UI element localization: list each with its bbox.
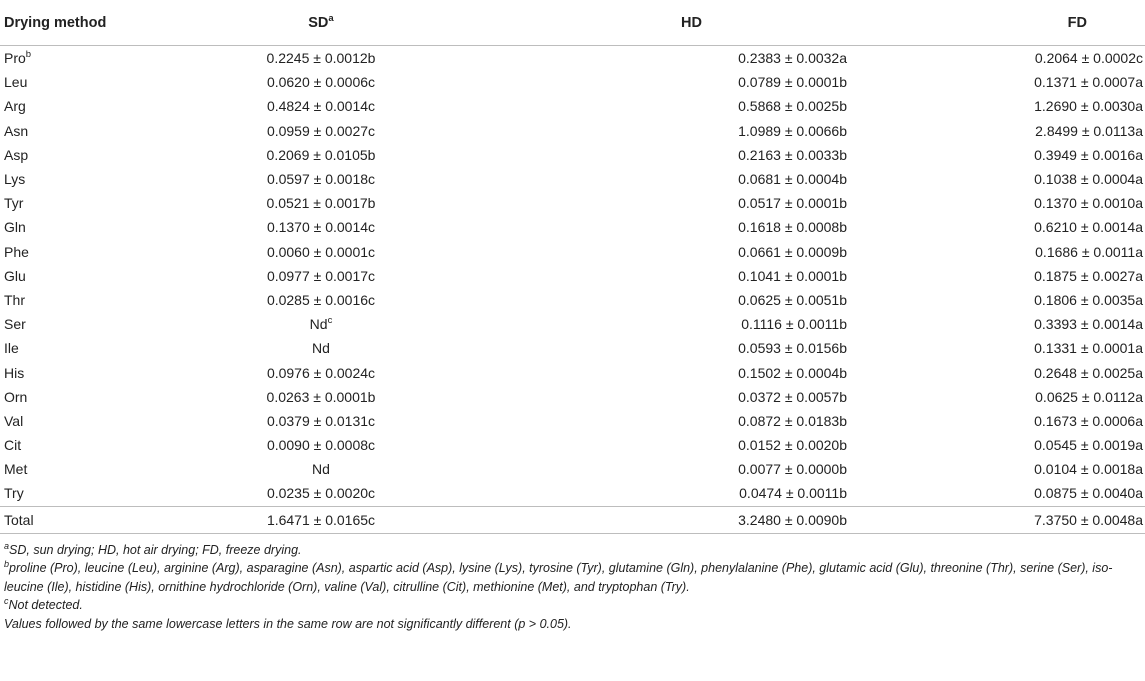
table-row	[0, 240, 1145, 264]
amino-acid-label: Orn	[4, 388, 28, 405]
fd-value: 0.0875 ± 0.0040a	[1034, 485, 1143, 502]
sd-value-text: 0.0977 ± 0.0017c	[266, 267, 376, 284]
sd-value	[170, 336, 420, 360]
total-sd: 1.6471 ± 0.0165c	[170, 506, 420, 533]
header-sd-footnote-mark: a	[328, 12, 334, 24]
amino-acid-label: Val	[4, 412, 24, 429]
sd-value	[170, 167, 420, 191]
amino-acid-label: Thr	[4, 291, 25, 308]
table-row	[0, 264, 1145, 288]
footnote-mark: b	[25, 49, 32, 61]
amino-acid-name	[0, 143, 170, 167]
amino-acid-label: Gln	[4, 219, 26, 236]
sd-value-text: Nd	[312, 461, 330, 478]
fd-value: 0.6210 ± 0.0014a	[1034, 219, 1143, 236]
fd-value: 0.2648 ± 0.0025a	[1034, 364, 1143, 381]
fd-value: 0.0625 ± 0.0112a	[1035, 388, 1143, 405]
amino-acid-label: His	[4, 364, 25, 381]
hd-value: 0.0077 ± 0.0000b	[738, 461, 847, 478]
hd-value: 0.1116 ± 0.0011b	[741, 316, 847, 333]
table-row	[0, 433, 1145, 457]
amino-acid-label: Pro	[4, 50, 26, 67]
hd-value: 0.0517 ± 0.0001b	[738, 195, 847, 212]
amino-acid-name	[0, 433, 170, 457]
fd-value: 1.2690 ± 0.0030a	[1034, 98, 1143, 115]
sd-value	[170, 457, 420, 481]
sd-value	[170, 119, 420, 143]
footnote	[4, 615, 1142, 634]
sd-value-text: 0.0521 ± 0.0017b	[266, 195, 376, 212]
hd-value: 1.0989 ± 0.0066b	[738, 122, 847, 139]
sd-value	[170, 385, 420, 409]
sd-value	[170, 481, 420, 506]
amino-acid-label: Lys	[4, 171, 26, 188]
sd-value-text: 0.2069 ± 0.0105b	[266, 146, 376, 163]
footnote-mark: c	[4, 596, 9, 607]
amino-acid-name	[0, 336, 170, 360]
amino-acid-name	[0, 46, 170, 71]
amino-acid-label: Arg	[4, 98, 26, 115]
amino-acid-name	[0, 94, 170, 118]
total-row	[0, 506, 1145, 533]
hd-value: 0.0661 ± 0.0009b	[738, 243, 847, 260]
sd-value-text: 0.0379 ± 0.0131c	[266, 412, 376, 429]
amino-acid-label: Phe	[4, 243, 29, 260]
sd-value	[170, 288, 420, 312]
amino-acid-name	[0, 167, 170, 191]
sd-value-text: 0.4824 ± 0.0014c	[266, 98, 376, 115]
footnote-text: proline (Pro), leucine (Leu), arginine (Arg), asparagine (Asn), aspartic acid (Asp), lysine (Lys), tyrosine (Tyr), glutamine (Gln), phenylalanine (Phe), glutamic acid (Glu), threonine (Thr), serine (Ser), iso-leucine (Ile), histidine (His), ornithine hydrochloride (Orn), valine (Val), citrulline (Cit), methionine (Met), and tryptophan (Try).	[4, 561, 1113, 594]
amino-acid-label: Met	[4, 461, 28, 478]
table-body	[0, 46, 1145, 534]
footnote	[4, 541, 1142, 560]
sd-value-text: 0.0597 ± 0.0018c	[266, 171, 376, 188]
hd-value: 0.1618 ± 0.0008b	[738, 219, 847, 236]
sd-value	[170, 240, 420, 264]
hd-value: 0.2383 ± 0.0032a	[738, 50, 847, 67]
sd-value-text: 0.0285 ± 0.0016c	[266, 291, 376, 308]
sd-value	[170, 433, 420, 457]
table-row	[0, 46, 1145, 71]
amino-acid-name	[0, 215, 170, 239]
footnote-mark: c	[327, 315, 333, 327]
amino-acid-name	[0, 264, 170, 288]
fd-value: 0.1875 ± 0.0027a	[1034, 267, 1143, 284]
sd-value-text: 0.0620 ± 0.0006c	[266, 74, 376, 91]
fd-value: 0.0104 ± 0.0018a	[1034, 461, 1143, 478]
amino-acid-name	[0, 191, 170, 215]
fd-value: 0.3949 ± 0.0016a	[1034, 146, 1143, 163]
amino-acid-name	[0, 481, 170, 506]
amino-acid-name	[0, 457, 170, 481]
amino-acid-name	[0, 70, 170, 94]
amino-acid-label: Asn	[4, 122, 29, 139]
sd-value	[170, 312, 420, 336]
table-row	[0, 288, 1145, 312]
hd-value: 0.0625 ± 0.0051b	[738, 291, 847, 308]
fd-value: 0.1673 ± 0.0006a	[1034, 412, 1143, 429]
amino-acid-name	[0, 240, 170, 264]
sd-value	[170, 409, 420, 433]
amino-acid-label: Ile	[4, 340, 19, 357]
fd-value: 0.1806 ± 0.0035a	[1034, 291, 1143, 308]
hd-value: 0.0152 ± 0.0020b	[738, 437, 847, 454]
fd-value: 0.3393 ± 0.0014a	[1034, 316, 1143, 333]
hd-value: 0.0872 ± 0.0183b	[738, 412, 847, 429]
table-row	[0, 481, 1145, 506]
sd-value-text: 0.0060 ± 0.0001c	[266, 243, 376, 260]
sd-value	[170, 143, 420, 167]
footnote-mark: a	[4, 540, 10, 551]
fd-value: 2.8499 ± 0.0113a	[1035, 122, 1143, 139]
table-row	[0, 167, 1145, 191]
amino-acid-name	[0, 288, 170, 312]
footnote-mark: b	[4, 559, 10, 570]
total-label: Total	[0, 506, 170, 533]
sd-value-text: 0.1370 ± 0.0014c	[266, 219, 376, 236]
hd-value: 0.1041 ± 0.0001b	[738, 267, 847, 284]
table-row	[0, 191, 1145, 215]
footnote	[4, 559, 1142, 596]
fd-value: 0.1686 ± 0.0011a	[1035, 243, 1143, 260]
amino-acid-name	[0, 119, 170, 143]
fd-value: 0.1371 ± 0.0007a	[1034, 74, 1143, 91]
fd-value: 0.1370 ± 0.0010a	[1034, 195, 1143, 212]
sd-value-text: Nd	[309, 316, 328, 333]
sd-value	[170, 94, 420, 118]
table-row	[0, 360, 1145, 384]
header-row	[0, 0, 1145, 46]
sd-value	[170, 70, 420, 94]
sd-value	[170, 360, 420, 384]
table-row	[0, 312, 1145, 336]
table-row	[0, 336, 1145, 360]
amino-acid-label: Glu	[4, 267, 26, 284]
footnote-text: Not detected.	[8, 598, 83, 613]
hd-value: 0.0372 ± 0.0057b	[738, 388, 847, 405]
footnote	[4, 596, 1142, 615]
hd-value: 0.1502 ± 0.0004b	[738, 364, 847, 381]
amino-acid-label: Cit	[4, 437, 22, 454]
hd-value: 0.2163 ± 0.0033b	[738, 146, 847, 163]
hd-value: 0.5868 ± 0.0025b	[738, 98, 847, 115]
hd-value: 0.0474 ± 0.0011b	[739, 485, 847, 502]
hd-value: 0.0681 ± 0.0004b	[738, 171, 847, 188]
amino-acid-label: Tyr	[4, 195, 24, 212]
header-sd-label: SD	[308, 14, 329, 31]
sd-value-text: 0.0090 ± 0.0008c	[266, 437, 376, 454]
fd-value: 0.0545 ± 0.0019a	[1034, 437, 1143, 454]
header-hd: HD	[420, 0, 853, 46]
fd-value: 0.1331 ± 0.0001a	[1034, 340, 1143, 357]
fd-value: 0.1038 ± 0.0004a	[1034, 171, 1143, 188]
amino-acid-label: Ser	[4, 316, 26, 333]
table-footnotes	[0, 541, 1142, 634]
table-row	[0, 119, 1145, 143]
hd-value: 0.0789 ± 0.0001b	[738, 74, 847, 91]
table-row	[0, 385, 1145, 409]
fd-value: 0.2064 ± 0.0002c	[1034, 50, 1143, 67]
amino-acid-name	[0, 312, 170, 336]
table-row	[0, 143, 1145, 167]
sd-value	[170, 264, 420, 288]
table-row	[0, 215, 1145, 239]
amino-acid-label: Leu	[4, 74, 28, 91]
sd-value-text: 0.0235 ± 0.0020c	[266, 485, 376, 502]
sd-value-text: 0.2245 ± 0.0012b	[266, 50, 376, 67]
sd-value-text: 0.0959 ± 0.0027c	[266, 122, 376, 139]
table-row	[0, 70, 1145, 94]
total-fd: 7.3750 ± 0.0048a	[853, 506, 1145, 533]
header-sd	[170, 0, 420, 46]
total-hd: 3.2480 ± 0.0090b	[420, 506, 853, 533]
sd-value	[170, 46, 420, 71]
footnote-text: SD, sun drying; HD, hot air drying; FD, freeze drying.	[9, 542, 302, 557]
sd-value-text: 0.0263 ± 0.0001b	[266, 388, 376, 405]
table-row	[0, 94, 1145, 118]
amino-acid-label: Try	[4, 485, 24, 502]
sd-value	[170, 191, 420, 215]
amino-acid-name	[0, 385, 170, 409]
amino-acid-name	[0, 409, 170, 433]
table-row	[0, 409, 1145, 433]
amino-acid-label: Asp	[4, 146, 29, 163]
header-fd: FD	[853, 0, 1145, 46]
hd-value: 0.0593 ± 0.0156b	[738, 340, 847, 357]
amino-acid-name	[0, 360, 170, 384]
sd-value-text: Nd	[312, 340, 330, 357]
footnote-text: Values followed by the same lowercase letters in the same row are not significantly different (p > 0.05).	[4, 616, 572, 631]
sd-value	[170, 215, 420, 239]
header-drying-method: Drying method	[0, 0, 170, 46]
sd-value-text: 0.0976 ± 0.0024c	[266, 364, 376, 381]
table-row	[0, 457, 1145, 481]
table-header	[0, 0, 1145, 46]
